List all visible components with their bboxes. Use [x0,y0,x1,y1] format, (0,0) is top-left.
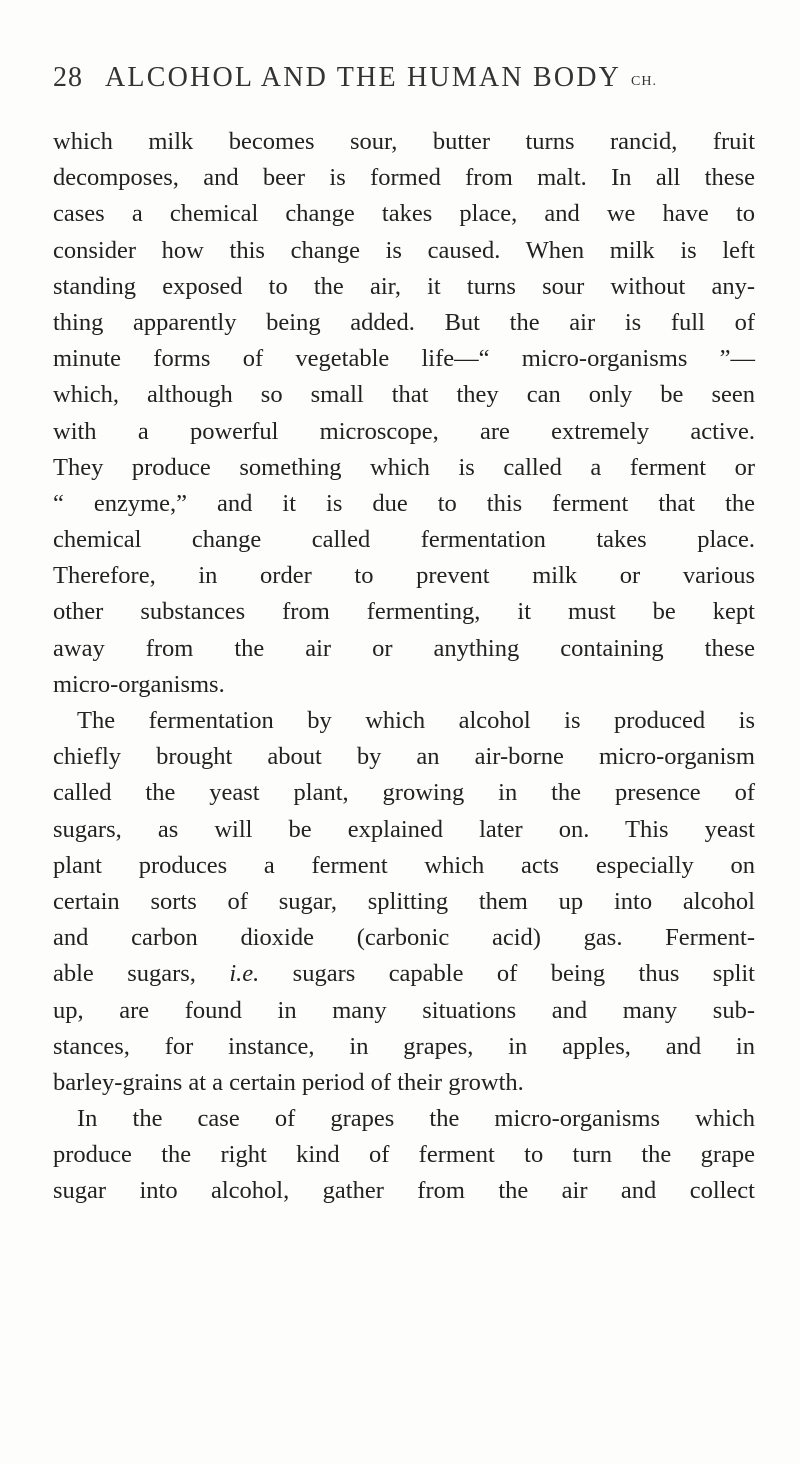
text-line: decomposes, and beer is formed from malt. In all these [53,164,755,192]
running-title: ALCOHOL AND THE HUMAN BODY [105,62,622,93]
text-line: produce the right kind of ferment to turn the grape [53,1141,755,1169]
text-line: The fermentation by which alcohol is produced is [77,707,755,734]
text-line: which milk becomes sour, butter turns rancid, fruit [53,128,755,155]
text-line: sugars, as will be explained later on. This yeast [53,815,755,843]
text-line: chemical change called fermentation takes place. [53,526,755,554]
text-line: other substances from fermenting, it must be kept [53,598,755,626]
text-line: Therefore, in order to prevent milk or various [53,562,755,590]
text-segment: sugars capable of being thus split [259,960,755,988]
text-line: micro-organisms. [53,670,225,698]
text-line: chiefly brought about by an air-borne micro-organism [53,743,755,771]
text-line [53,956,755,992]
body-text [53,124,755,1210]
text-line: “ enzyme,” and it is due to this ferment that the [53,489,755,517]
text-line: up, are found in many situations and many sub- [53,996,755,1024]
page-number: 28 [53,62,83,93]
text-line: They produce something which is called a ferment or [53,453,755,481]
text-line: and carbon dioxide (carbonic acid) gas. Ferment- [53,924,755,952]
text-line: away from the air or anything containing these [53,634,755,662]
text-line: with a powerful microscope, are extremely active. [53,417,755,445]
page-header [53,62,753,102]
text-line: plant produces a ferment which acts especially on [53,851,755,879]
text-line: thing apparently being added. But the air is full of [53,308,755,336]
text-line: standing exposed to the air, it turns sour without any- [53,272,755,300]
text-line: barley-grains at a certain period of their growth. [53,1068,524,1096]
text-line: certain sorts of sugar, splitting them up into alcohol [53,887,755,915]
text-line: stances, for instance, in grapes, in apples, and in [53,1032,755,1060]
italic-abbreviation: i.e. [229,960,260,988]
text-line: minute forms of vegetable life—“ micro-organisms ”— [53,345,755,373]
text-line: In the case of grapes the micro-organisms which [77,1105,755,1133]
chapter-abbreviation: CH. [631,74,657,89]
text-line: consider how this change is caused. When milk is left [53,236,755,264]
text-line: which, although so small that they can only be seen [53,381,755,409]
text-line: cases a chemical change takes place, and we have to [53,200,755,228]
text-segment: able sugars, [53,960,230,988]
text-line: called the yeast plant, growing in the presence of [53,779,755,807]
text-line: sugar into alcohol, gather from the air and collect [53,1177,755,1205]
